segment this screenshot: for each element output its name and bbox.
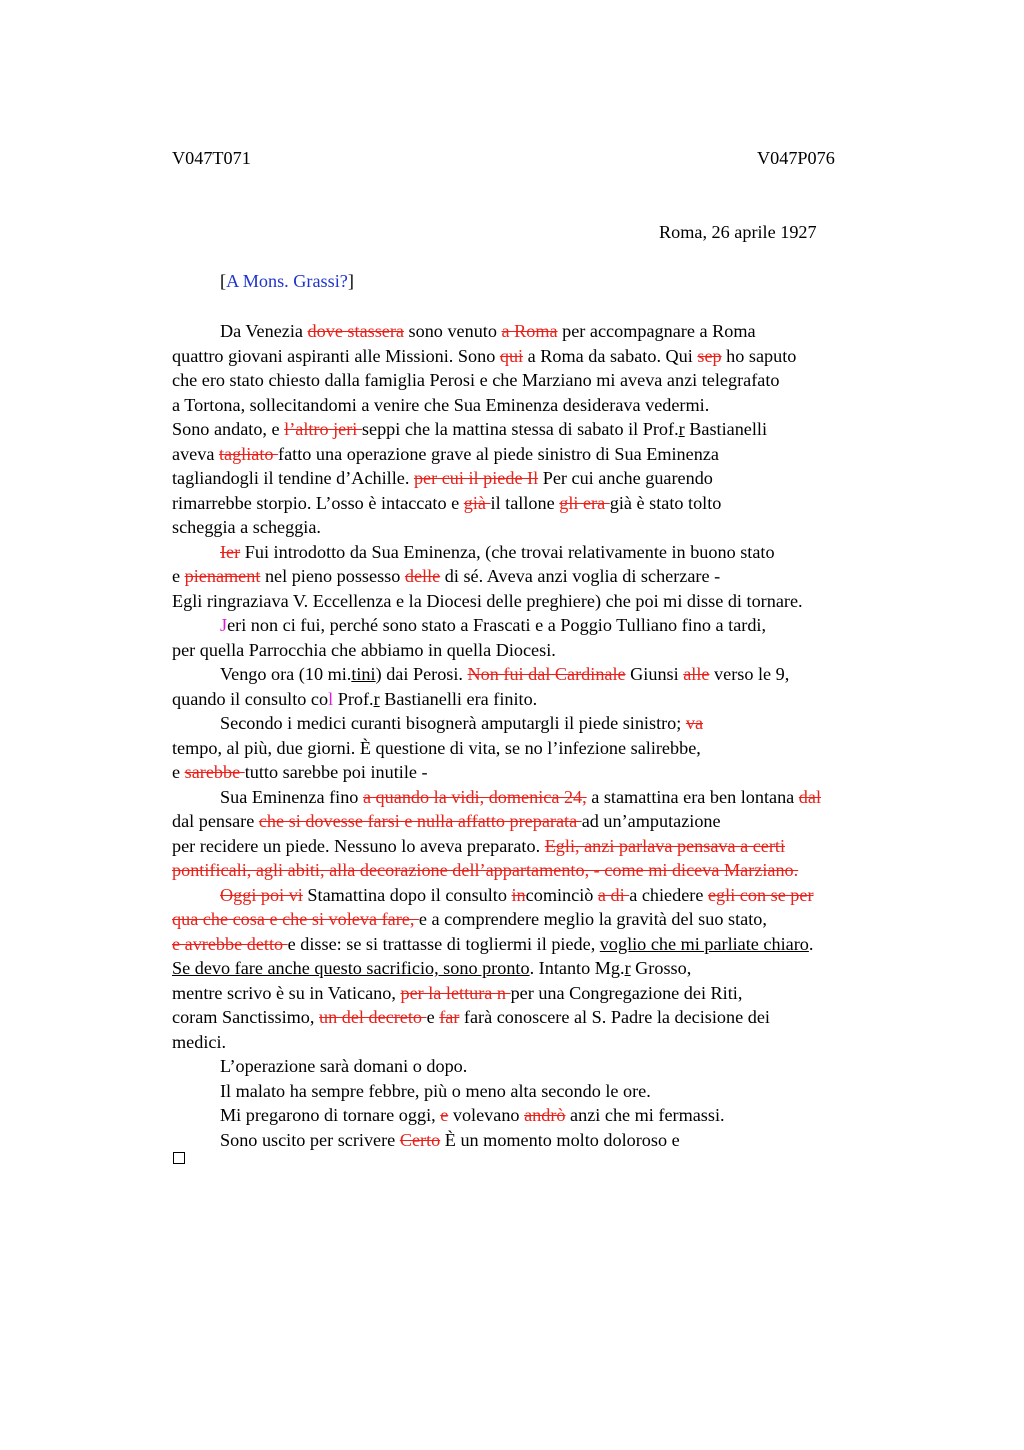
text-run: a Tortona, sollecitandomi a venire che Sua Eminenza desiderava vedermi. bbox=[172, 394, 710, 415]
deleted-text: sep bbox=[697, 345, 722, 366]
deleted-text: già bbox=[463, 492, 491, 513]
deleted-text: dove stassera bbox=[307, 321, 404, 341]
text-run: Giunsi bbox=[625, 664, 684, 684]
deleted-text: tagliato bbox=[218, 443, 279, 464]
end-of-text-box-icon bbox=[173, 1152, 185, 1164]
text-line bbox=[172, 1030, 912, 1055]
text-line bbox=[172, 491, 912, 516]
deleted-text: Egli, anzi parlava pensava a certi bbox=[544, 835, 786, 856]
text-run: seppi che la mattina stessa di sabato il Prof. bbox=[361, 419, 679, 439]
document-code-left: V047T071 bbox=[172, 148, 251, 168]
text-line bbox=[172, 1005, 912, 1030]
deleted-text: a quando la vidi, domenica 24, bbox=[362, 786, 587, 807]
deleted-text: e bbox=[440, 1105, 449, 1125]
deleted-text: gli era bbox=[559, 492, 610, 513]
text-run: rimarrebbe storpio. L’osso è intaccato e bbox=[172, 492, 464, 513]
deleted-text: che si dovesse farsi e nulla affatto preparata bbox=[258, 811, 582, 831]
text-line bbox=[172, 1128, 912, 1153]
text-line bbox=[172, 932, 912, 957]
text-line bbox=[172, 344, 912, 369]
deleted-text: sarebbe bbox=[184, 762, 245, 782]
deleted-text: Non fui dal Cardinale bbox=[467, 664, 626, 684]
recipient-bracket-close: ] bbox=[347, 271, 354, 291]
text-run: Fui introdotto da Sua Eminenza, (che trovai relativamente in buono stato bbox=[240, 541, 775, 562]
text-line bbox=[172, 540, 912, 565]
text-run: già è stato tolto bbox=[609, 492, 722, 513]
text-run: cominciò bbox=[525, 884, 598, 905]
text-run: . Intanto Mg. bbox=[529, 958, 625, 978]
deleted-text: l’altro jeri bbox=[284, 419, 362, 439]
text-run: Sua Eminenza fino bbox=[220, 786, 363, 807]
text-run: fatto una operazione grave al piede sinistro di Sua Eminenza bbox=[278, 443, 719, 464]
text-line bbox=[172, 564, 912, 589]
text-line bbox=[172, 319, 912, 344]
underlined-text: tini bbox=[351, 664, 376, 684]
document-code-right: V047P076 bbox=[757, 148, 835, 168]
text-run: Egli ringraziava V. Eccellenza e la Diocesi delle preghiere) che poi mi disse di tornare. bbox=[172, 590, 803, 611]
text-line bbox=[172, 1079, 912, 1104]
text-run: Sono andato, e bbox=[172, 419, 285, 439]
text-line bbox=[172, 711, 912, 736]
text-run: dal pensare bbox=[172, 811, 259, 831]
text-line bbox=[172, 466, 912, 491]
text-run: . bbox=[808, 933, 814, 954]
text-run: Il malato ha sempre febbre, più o meno alta secondo le ore. bbox=[220, 1080, 651, 1101]
text-run: Sono uscito per scrivere bbox=[220, 1129, 400, 1150]
text-run: L’operazione sarà domani o dopo. bbox=[220, 1056, 468, 1076]
text-run: a chiedere bbox=[629, 884, 708, 905]
deleted-text: pontificali, agli abiti, alla decorazione dell’appartamento, - come mi diceva Marziano. bbox=[172, 860, 799, 880]
text-run: medici. bbox=[172, 1031, 227, 1052]
text-run: e a comprendere meglio la gravità del suo stato, bbox=[418, 909, 767, 929]
inserted-letter: l bbox=[328, 688, 334, 709]
inserted-letter: J bbox=[220, 615, 228, 635]
text-run: Vengo ora (10 mi. bbox=[220, 664, 352, 684]
text-run: verso le 9, bbox=[709, 664, 790, 684]
text-line bbox=[172, 785, 912, 810]
deleted-text: delle bbox=[404, 566, 441, 586]
text-run: È un momento molto doloroso e bbox=[440, 1129, 680, 1150]
text-run: Per cui anche guarendo bbox=[538, 468, 713, 488]
text-line bbox=[172, 858, 912, 883]
text-line bbox=[172, 638, 912, 663]
text-run: quando il consulto co bbox=[172, 688, 329, 709]
deleted-text: Oggi poi vi bbox=[220, 884, 303, 905]
text-run: il tallone bbox=[490, 492, 560, 513]
text-run: Stamattina dopo il consulto bbox=[302, 884, 512, 905]
text-run: Secondo i medici curanti bisognerà amputargli il piede sinistro; bbox=[220, 713, 686, 733]
text-run: e bbox=[172, 566, 185, 586]
text-run: scheggia a scheggia. bbox=[172, 517, 321, 537]
text-run: tutto sarebbe poi inutile - bbox=[244, 762, 428, 782]
text-line bbox=[172, 393, 912, 418]
text-run: quattro giovani aspiranti alle Missioni. Sono bbox=[172, 345, 500, 366]
deleted-text: per la lettura n bbox=[400, 982, 511, 1003]
underlined-text: voglio che mi parliate chiaro bbox=[599, 933, 809, 954]
text-run: di sé. Aveva anzi voglia di scherzare - bbox=[440, 566, 721, 586]
text-line bbox=[172, 515, 912, 540]
recipient-bracket-open: [ bbox=[220, 271, 227, 291]
underlined-text: r bbox=[624, 958, 631, 978]
text-run: tempo, al più, due giorni. È questione di vita, se no l’infezione salirebbe, bbox=[172, 737, 701, 758]
text-run: Bastianelli bbox=[684, 419, 768, 439]
text-run: ad un’amputazione bbox=[581, 811, 721, 831]
deleted-text: far bbox=[439, 1007, 460, 1027]
underlined-text: Se devo fare anche questo sacrificio, sono pronto bbox=[172, 958, 530, 978]
letter-body bbox=[172, 319, 912, 1152]
text-run: Da Venezia bbox=[220, 321, 308, 341]
text-run: sono venuto bbox=[404, 321, 502, 341]
text-run: eri non ci fui, perché sono stato a Frascati e a Poggio Tulliano fino a tardi, bbox=[227, 615, 767, 635]
text-line bbox=[172, 687, 912, 712]
deleted-text: un del decreto bbox=[319, 1007, 427, 1027]
deleted-text: qua che cosa e che si voleva fare, bbox=[172, 909, 419, 929]
deleted-text: dal bbox=[798, 786, 822, 807]
text-run: volevano bbox=[448, 1105, 525, 1125]
text-run: Prof. bbox=[333, 688, 374, 709]
text-run: farà conoscere al S. Padre la decisione dei bbox=[459, 1007, 770, 1027]
deleted-text: pienament bbox=[184, 566, 261, 586]
text-line bbox=[172, 760, 912, 785]
deleted-text: a Roma bbox=[501, 321, 558, 341]
text-line bbox=[172, 589, 912, 614]
text-run: Mi pregarono di tornare oggi, bbox=[220, 1105, 441, 1125]
deleted-text: e avrebbe detto bbox=[172, 933, 288, 954]
deleted-text: Certo bbox=[399, 1129, 441, 1150]
text-run: Bastianelli era finito. bbox=[379, 688, 538, 709]
text-run: e disse: se si trattasse di togliermi il piede, bbox=[287, 933, 600, 954]
deleted-text: egli con se per bbox=[707, 884, 814, 905]
text-line bbox=[172, 834, 912, 859]
text-line bbox=[172, 442, 912, 467]
text-run: ) dai Perosi. bbox=[375, 664, 468, 684]
deleted-text: va bbox=[685, 713, 704, 733]
text-run: Grosso, bbox=[630, 958, 692, 978]
text-run: a Roma da sabato. Qui bbox=[523, 345, 698, 366]
deleted-text: per cui il piede Il bbox=[413, 468, 539, 488]
text-line bbox=[172, 736, 912, 761]
text-run: e bbox=[426, 1007, 440, 1027]
deleted-text: a di bbox=[597, 884, 630, 905]
text-line bbox=[172, 662, 912, 687]
text-line bbox=[172, 1054, 912, 1079]
text-run: a stamattina era ben lontana bbox=[586, 786, 799, 807]
text-run: nel pieno possesso bbox=[260, 566, 405, 586]
underlined-text: r bbox=[678, 419, 685, 439]
deleted-text: andrò bbox=[524, 1105, 566, 1125]
text-run: ho saputo bbox=[721, 345, 797, 366]
text-run: che ero stato chiesto dalla famiglia Perosi e che Marziano mi aveva anzi telegrafato bbox=[172, 370, 780, 390]
text-run: per una Congregazione dei Riti, bbox=[510, 982, 743, 1003]
text-line bbox=[172, 613, 912, 638]
deleted-text: Ier bbox=[220, 541, 241, 562]
deleted-text: qui bbox=[499, 345, 524, 366]
text-run: tagliandogli il tendine d’Achille. bbox=[172, 468, 414, 488]
deleted-text: alle bbox=[683, 664, 710, 684]
recipient-line bbox=[220, 271, 354, 292]
text-line bbox=[172, 907, 912, 932]
dateline: Roma, 26 aprile 1927 bbox=[659, 222, 817, 242]
text-line bbox=[172, 883, 912, 908]
text-run: per quella Parrocchia che abbiamo in quella Diocesi. bbox=[172, 639, 556, 660]
text-line bbox=[172, 1103, 912, 1128]
text-run: e bbox=[172, 762, 185, 782]
deleted-text: in bbox=[511, 884, 526, 905]
text-line bbox=[172, 809, 912, 834]
recipient-name: A Mons. Grassi? bbox=[226, 271, 348, 291]
text-line bbox=[172, 981, 912, 1006]
text-line bbox=[172, 368, 912, 393]
text-line bbox=[172, 417, 912, 442]
underlined-text: r bbox=[373, 688, 380, 709]
text-run: aveva bbox=[172, 443, 219, 464]
text-run: per accompagnare a Roma bbox=[557, 321, 756, 341]
text-run: per recidere un piede. Nessuno lo aveva preparato. bbox=[172, 835, 545, 856]
text-run: mentre scrivo è su in Vaticano, bbox=[172, 982, 401, 1003]
text-line bbox=[172, 956, 912, 981]
text-run: coram Sanctissimo, bbox=[172, 1007, 319, 1027]
text-run: anzi che mi fermassi. bbox=[565, 1105, 725, 1125]
